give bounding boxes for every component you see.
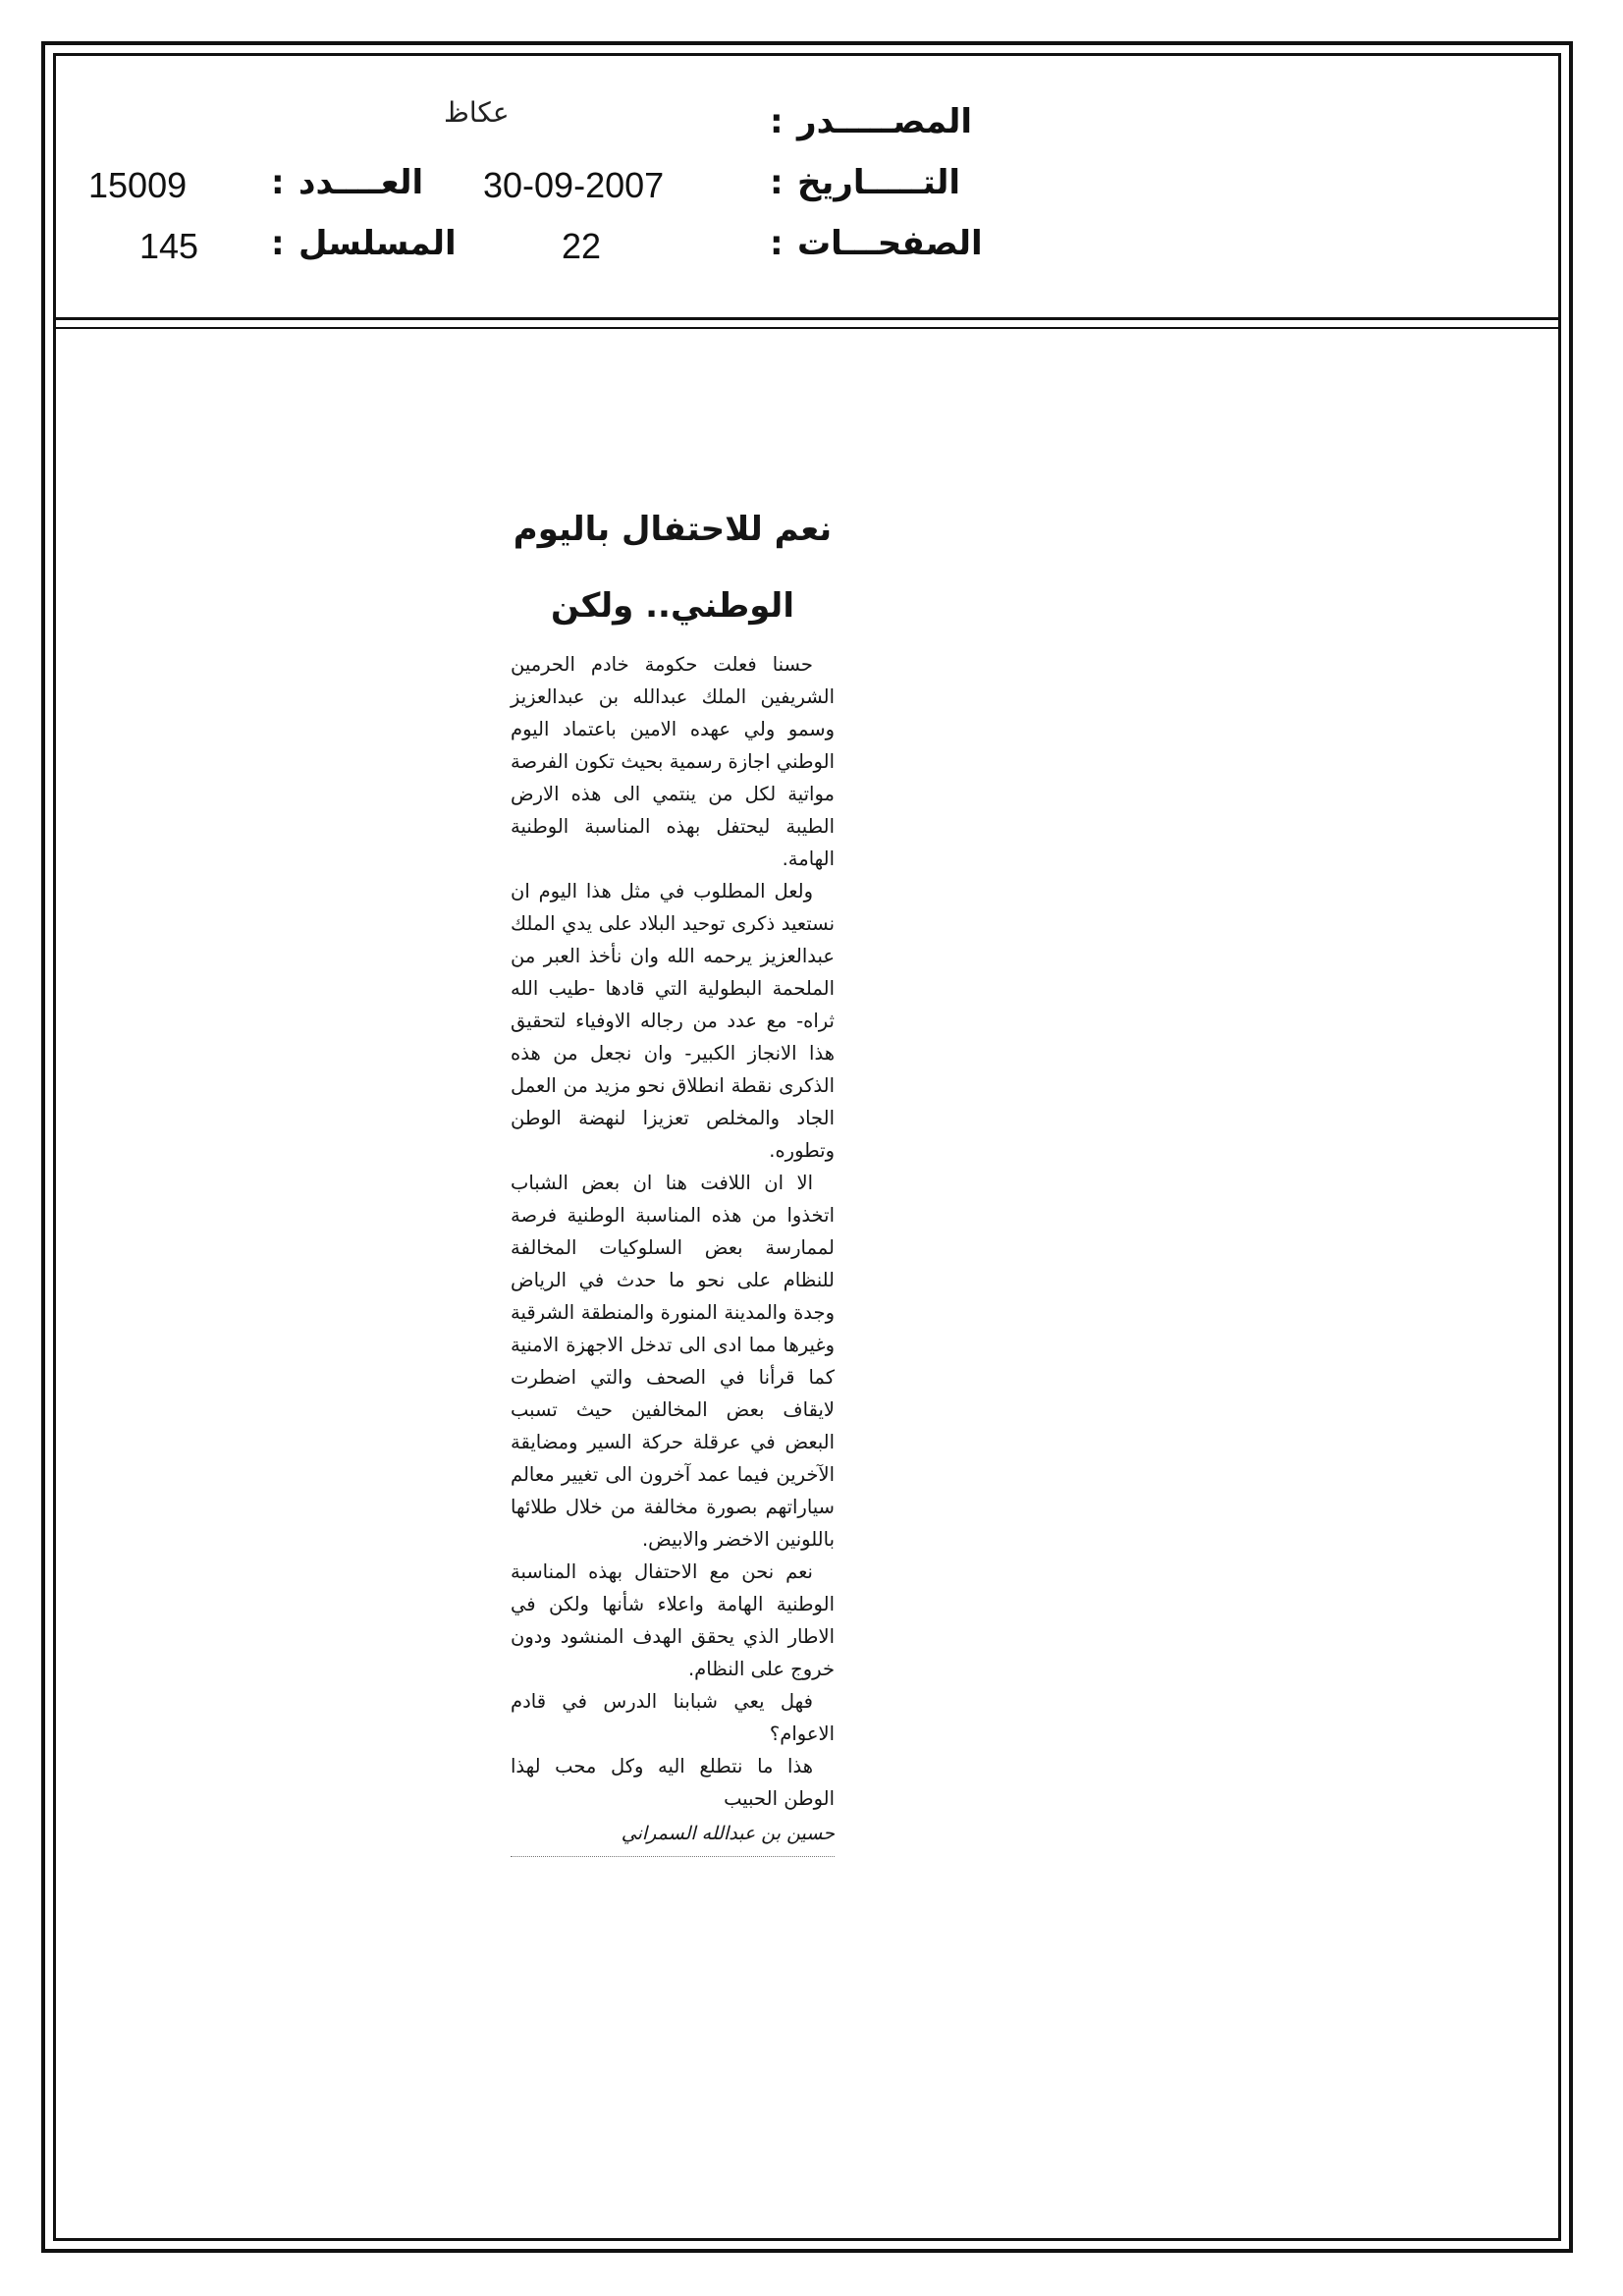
serial-value: 145 <box>139 226 199 266</box>
issue-value: 15009 <box>88 165 188 205</box>
date-value: 30-09-2007 <box>483 165 665 205</box>
article-paragraph: نعم نحن مع الاحتفال بهذه المناسبة الوطنية الهامة واعلاء شأنها ولكن في الاطار الذي يحقق الهدف المنشود ودون خروج على النظام. <box>511 1560 835 1680</box>
article-clipping <box>511 491 835 1857</box>
date-colon: : <box>770 163 784 202</box>
pages-label: الصفحـــات <box>797 224 983 263</box>
header-divider <box>53 317 1561 320</box>
article-title-line-2: الوطني.. ولكن <box>551 586 794 626</box>
article-signature: حسين بن عبدالله السمراني <box>511 1817 835 1857</box>
source-label: المصـــــدر <box>797 102 973 141</box>
serial-label: المسلسل <box>298 224 457 263</box>
article-paragraph: هذا ما نتطلع اليه وكل محب لهذا الوطن الحبيب <box>511 1755 835 1810</box>
article-title <box>511 491 835 644</box>
article-paragraph: ولعل المطلوب في مثل هذا اليوم ان نستعيد ذكرى توحيد البلاد على يدي الملك عبدالعزيز يرحمه الله وان نأخذ العبر من الملحمة البطولية التي قادها -طيب الله ثراه- مع عدد من رجاله الاوفياء لتحقيق هذا الانجاز الكبير- وان نجعل من هذه الذكرى نقطة انطلاق نحو مزيد من العمل الجاد والمخلص تعزيزا لنهضة الوطن وتطوره. <box>511 880 835 1162</box>
issue-colon: : <box>271 163 285 202</box>
source-value: عكاظ <box>444 96 510 129</box>
article-body <box>511 648 835 1815</box>
pages-colon: : <box>770 224 784 263</box>
article-paragraph: حسنا فعلت حكومة خادم الحرمين الشريفين الملك عبدالله بن عبدالعزيز وسمو ولي عهده الامين باعتماد اليوم الوطني اجازة رسمية بحيث تكون الفرصة مواتية لكل من ينتمي الى هذه الارض الطيبة ليحتفل بهذه المناسبة الوطنية الهامة. <box>511 653 835 870</box>
source-colon: : <box>770 102 784 141</box>
pages-value: 22 <box>562 226 602 266</box>
article-title-line-1: نعم للاحتفال باليوم <box>513 510 833 549</box>
date-label: التـــــاريخ <box>797 163 961 202</box>
issue-label: العــــدد <box>298 163 424 202</box>
header-divider-secondary <box>53 327 1561 329</box>
article-paragraph: فهل يعي شبابنا الدرس في قادم الاعوام؟ <box>511 1690 835 1745</box>
serial-colon: : <box>271 224 285 263</box>
article-paragraph: الا ان اللافت هنا ان بعض الشباب اتخذوا من هذه المناسبة الوطنية فرصة لممارسة بعض السلوكيات المخالفة للنظام على نحو ما حدث في الرياض وجدة والمدينة المنورة والمنطقة الشرقية وغيرها مما ادى الى تدخل الاجهزة الامنية كما قرأنا في الصحف والتي اضطرت لايقاف بعض المخالفين حيث تسبب البعض في عرقلة حركة السير ومضايقة الآخرين فيما عمد آخرون الى تغيير معالم سياراتهم بصورة مخالفة من خلال طلائها باللونين الاخضر والابيض. <box>511 1172 835 1551</box>
